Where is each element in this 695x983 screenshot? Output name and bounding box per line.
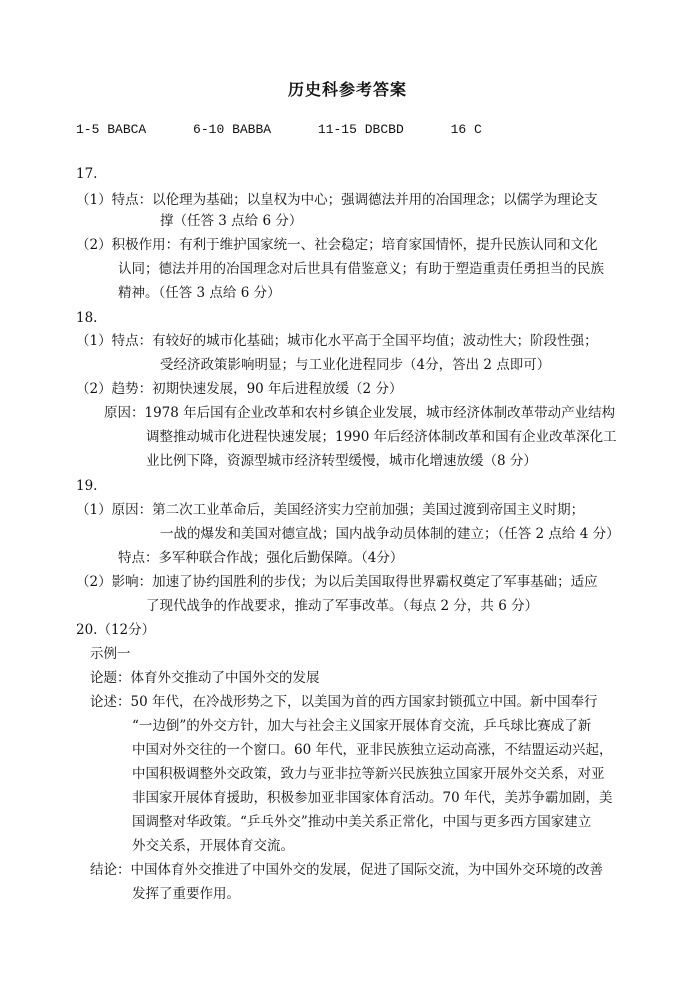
- q20-example-label: 示例一: [90, 646, 131, 662]
- q20-conclusion-line-2: 发挥了重要作用。: [132, 886, 240, 902]
- q20-argument-line-2: “一边倒”的外交方针，加大与社会主义国家开展体育交流，乒乓球比赛成了新: [132, 718, 592, 734]
- q18-cause-line-2: 调整推动城市化进程快速发展；1990 年后经济体制改革和国有企业改革深化工: [146, 429, 617, 445]
- q20-thesis: 论题：体育外交推动了中国外交的发展: [90, 670, 320, 686]
- answer-key: BABCA: [107, 122, 147, 137]
- question-number-20: 20.（12分）: [76, 622, 156, 638]
- q18-trend-line: （2）趋势：初期快速发展，90 年后进程放缓（2 分）: [76, 381, 403, 397]
- q18-cause-line-3: 业比例下降，资源型城市经济转型缓慢，城市化增速放缓（8 分）: [146, 453, 537, 469]
- multiple-choice-answers: [76, 122, 482, 137]
- question-number-17: 17.: [76, 166, 98, 182]
- question-number-18: 18.: [76, 310, 98, 326]
- page-title: 历史科参考答案: [287, 80, 407, 99]
- answer-key: C: [473, 122, 482, 137]
- q17-feature-line-2: 撑（任答 3 点给 6 分）: [160, 213, 303, 229]
- q20-argument-line-5: 非国家开展体育援助，积极参加亚非国家体育活动。70 年代，美苏争霸加剧，美: [132, 790, 613, 806]
- q20-argument-line-6: 国调整对华政策。“乒乓外交”推动中美关系正常化，中国与更多西方国家建立: [132, 814, 592, 830]
- q19-cause-line-2: 一战的爆发和美国对德宣战；国内战争动员体制的建立；（任答 2 点给 4 分）: [160, 526, 620, 542]
- answer-range: 16: [450, 122, 467, 137]
- answer-key: BABBA: [232, 122, 272, 137]
- q17-role-line-2: 认同；德法并用的冶国理念对后世具有借鉴意义；有助于塑造重责任勇担当的民族: [118, 261, 604, 277]
- q18-feature-line-2: 受经济政策影响明显；与工业化进程同步（4分，答出 2 点即可）: [160, 357, 551, 373]
- answer-key: DBCBD: [364, 122, 404, 137]
- q17-role-line-3: 精神。（任答 3 点给 6 分）: [118, 285, 281, 301]
- question-number-19: 19.: [76, 478, 98, 494]
- q20-conclusion-line-1: 结论：中国体育外交推进了中国外交的发展，促进了国际交流，为中国外交环境的改善: [90, 862, 603, 878]
- q18-feature-line-1: （1）特点：有较好的城市化基础；城市化水平高于全国平均值；波动性大；阶段性强；: [76, 333, 598, 349]
- q20-argument-line-4: 中国积极调整外交政策，致力与亚非拉等新兴民族独立国家开展外交关系，对亚: [132, 766, 605, 782]
- answer-range: 6-10: [193, 122, 225, 137]
- q18-cause-line-1: 原因：1978 年后国有企业改革和农村乡镇企业发展，城市经济体制改革带动产业结构: [104, 405, 616, 421]
- q20-argument-line-7: 外交关系，开展体育交流。: [132, 838, 294, 854]
- q17-feature-line-1: （1）特点：以伦理为基础；以皇权为中心；强调德法并用的冶国理念；以儒学为理论支: [76, 192, 598, 208]
- q19-feature-line: 特点：多军种联合作战；强化后勤保障。（4分）: [118, 550, 404, 566]
- answer-range: 11-15: [317, 122, 357, 137]
- q19-impact-line-2: 了现代战争的作战要求，推动了军事改革。（每点 2 分，共 6 分）: [146, 598, 539, 614]
- q19-impact-line-1: （2）影响：加速了协约国胜利的步伐；为以后美国取得世界霸权奠定了军事基础；适应: [76, 574, 598, 590]
- q19-cause-line-1: （1）原因：第二次工业革命后，美国经济实力空前加强；美国过渡到帝国主义时期；: [76, 502, 585, 518]
- answer-range: 1-5: [76, 122, 100, 137]
- q17-role-line-1: （2）积极作用：有利于维护国家统一、社会稳定；培育家国情怀，提升民族认同和文化: [76, 237, 598, 253]
- q20-argument-line-3: 中国对外交往的一个窗口。60 年代，亚非民族独立运动高涨，不结盟运动兴起，: [132, 742, 613, 758]
- q20-argument-line-1: 论述：50 年代，在冷战形势之下，以美国为首的西方国家封锁孤立中国。新中国奉行: [90, 694, 598, 710]
